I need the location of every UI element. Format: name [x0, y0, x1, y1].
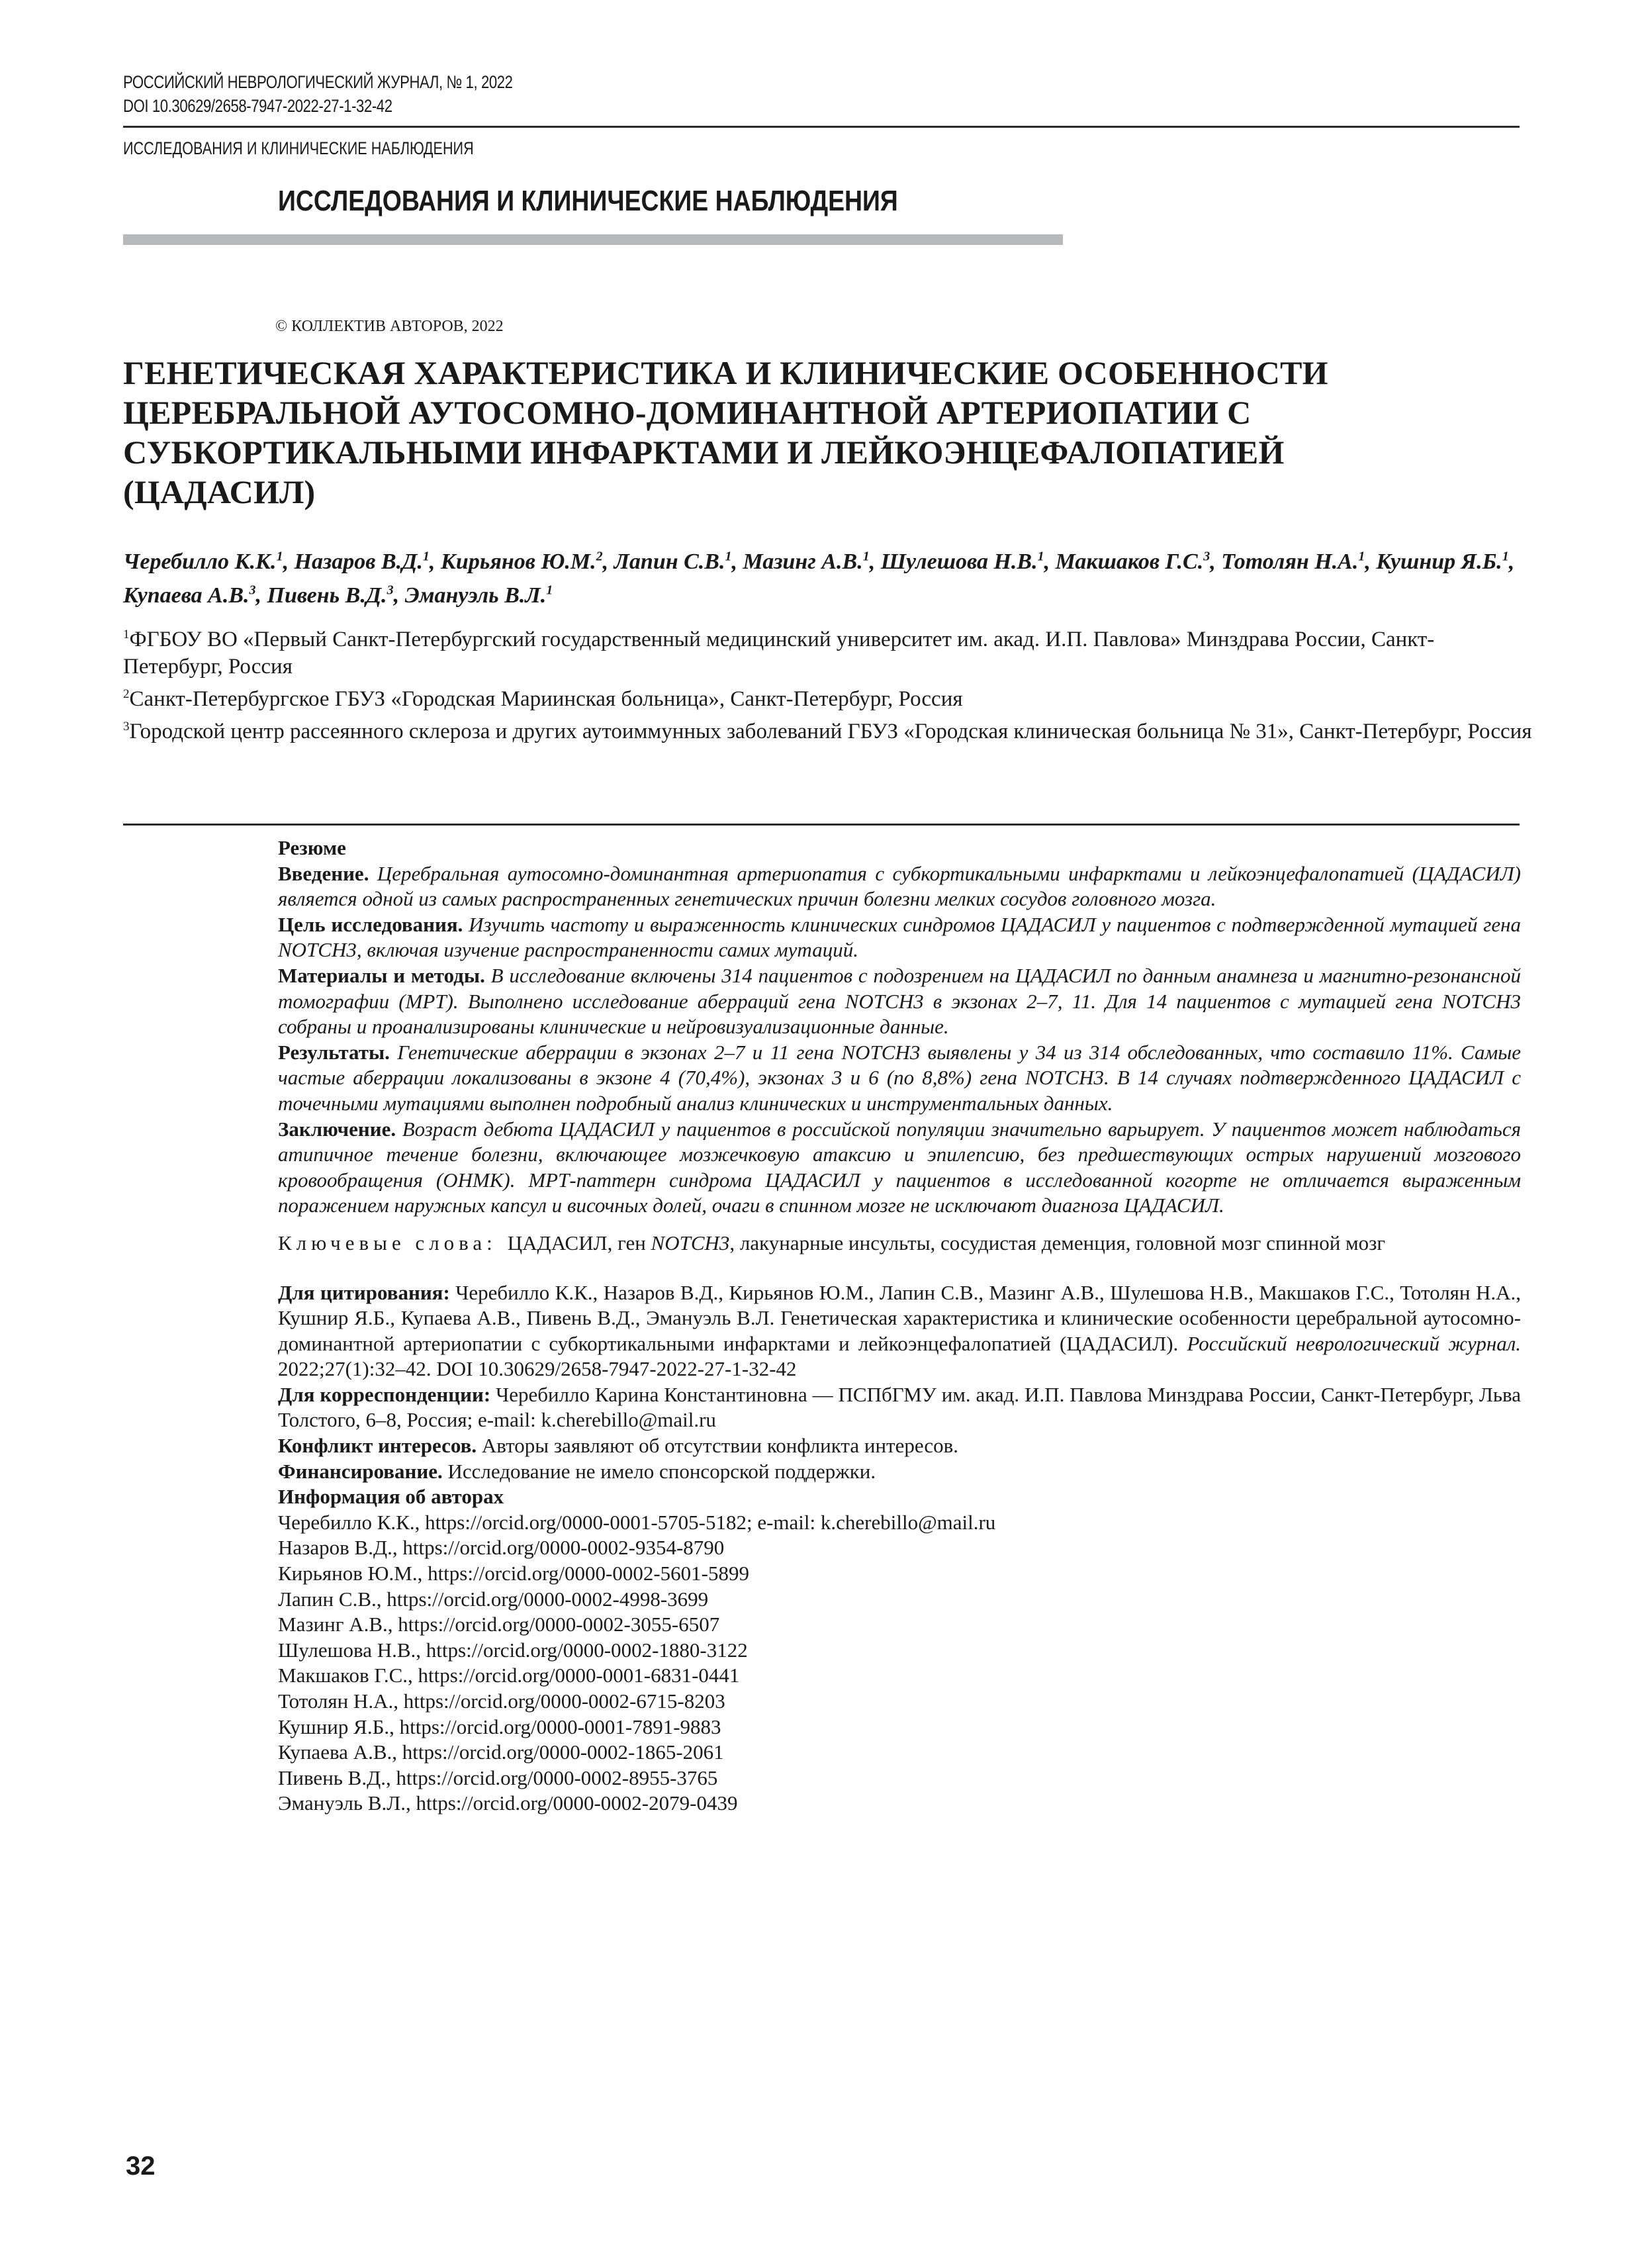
author-orcid-item[interactable]: Назаров В.Д., https://orcid.org/0000-0002-9354-8790	[278, 1536, 725, 1560]
funding: Финансирование. Исследование не имело спонсорской поддержки.	[278, 1459, 876, 1483]
keywords	[278, 1231, 1521, 1256]
abstract-heading: Резюме	[278, 836, 346, 859]
author: Мазинг А.В.$^1$	[743, 549, 870, 575]
author: Кирьянов Ю.М.$^2$	[440, 549, 603, 575]
affiliation: $^2$Санкт-Петербургское ГБУЗ «Городская Мариинская больница», Санкт-Петербург, Россия	[123, 687, 963, 711]
author: Шулешова Н.В.$^1$	[880, 549, 1044, 575]
conflict-of-interest: Конфликт интересов. Авторы заявляют об отсутствии конфликта интересов.	[278, 1434, 959, 1458]
author-info-heading: Информация об авторах	[278, 1485, 504, 1509]
author: Купаева А.В.$^3$	[123, 583, 256, 608]
keywords-label: Ключевые слова:	[278, 1231, 497, 1254]
author-orcid-item[interactable]: Кирьянов Ю.М., https://orcid.org/0000-0002-5601-5899	[278, 1562, 749, 1585]
author: Кушнир Я.Б.$^1$	[1376, 549, 1509, 575]
abstract-methods: Материалы и методы. В исследование включены 314 пациентов с подозрением на ЦАДАСИЛ по данным анамнеза и магнитно-резонансной томографии (МРТ). Выполнено исследование аберраций гена NOTCH3 в экзонах 2–7, 11. Для 14 пациентов с мутацией гена NOTCH3 собраны и проанализированы клинические и нейровизуализационные данные.	[278, 963, 1522, 1039]
abstract-aim: Цель исследования. Изучить частоту и выраженность клинических синдромов ЦАДАСИЛ у пациентов с подтвержденной мутацией гена NOTCH3, включая изучение распространенности самих мутаций.	[278, 912, 1521, 962]
article-title	[123, 353, 1533, 512]
abstract-results: Результаты. Генетические аберрации в экзонах 2–7 и 11 гена NOTCH3 выявлены у 34 из 314 обследованных, что составило 11%. Самые частые аберрации локализованы в экзоне 4 (70,4%), экзонах 3 и 6 (по 8,8%) гена NOTCH3. В 14 случаях подтвержденного ЦАДАСИЛ с точечными мутациями выполнен подробный анализ клинических и инструментальных данных.	[278, 1040, 1521, 1115]
author-orcid-item[interactable]: Тотолян Н.А., https://orcid.org/0000-0002-6715-8203	[278, 1689, 725, 1713]
journal-doi: DOI 10.30629/2658-7947-2022-27-1-32-42	[123, 96, 392, 116]
author-orcid-item[interactable]: Макшаков Г.С., https://orcid.org/0000-0001-6831-0441	[278, 1664, 740, 1687]
affiliations	[123, 621, 1533, 745]
author-list: Черебилло К.К.$^1$, Назаров В.Д.$^1$, Кирьянов Ю.М.$^2$, Лапин С.В.$^1$, Мазинг А.В.$^1$, Шулешова Н.В.$^1$, Макшаков Г.С.$^3$, Тотолян Н.А.$^1$, Кушнир Я.Б.$^1$, Купаева А.В.$^3$, Пивень В.Д.$^3$, Эмануэль В.Л.$^1$	[123, 549, 1515, 608]
citation: Для цитирования: Черебилло К.К., Назаров В.Д., Кирьянов Ю.М., Лапин С.В., Мазинг А.В., Шулешова Н.В., Макшаков Г.С., Тотолян Н.А., Кушнир Я.Б., Купаева А.В., Пивень В.Д., Эмануэль В.Л. Генетическая характеристика и клинические особенности церебральной аутосомно-доминантной артериопатии с субкортикальными инфарктами и лейкоэнцефалопатией (ЦАДАСИЛ). Российский неврологический журнал. 2022;27(1):32–42. DOI 10.30629/2658-7947-2022-27-1-32-42	[278, 1280, 1522, 1381]
title-line: ГЕНЕТИЧЕСКАЯ ХАРАКТЕРИСТИКА И КЛИНИЧЕСКИЕ ОСОБЕННОСТИ	[123, 354, 1328, 391]
title-line: (ЦАДАСИЛ)	[123, 473, 316, 510]
author: Макшаков Г.С.$^3$	[1055, 549, 1210, 575]
abstract-rule	[123, 824, 1520, 826]
author: Тотолян Н.А.$^1$	[1221, 549, 1365, 575]
correspondence: Для корреспонденции: Черебилло Карина Константиновна — ПСПбГМУ им. акад. И.П. Павлова Минздрава России, Санкт-Петербург, Льва Толстого, 6–8, Россия; e-mail: k.cherebillo@mail.ru	[278, 1382, 1522, 1432]
author-orcid-item[interactable]: Черебилло К.К., https://orcid.org/0000-0001-5705-5182; e-mail: k.cherebillo@mail.ru	[278, 1510, 996, 1534]
author: Пивень В.Д.$^3$	[267, 583, 394, 608]
affiliation: $^3$Городской центр рассеянного склероза и других аутоиммунных заболеваний ГБУЗ «Городская клиническая больница № 31», Санкт-Петербург, Россия	[123, 720, 1532, 743]
abstract-intro: Введение. Церебральная аутосомно-доминантная артериопатия с субкортикальными инфарктами и лейкоэнцефалопатией (ЦАДАСИЛ) является одной из самых распространенных генетических причин болезни мелких сосудов головного мозга.	[278, 861, 1522, 911]
title-line: ЦЕРЕБРАЛЬНОЙ АУТОСОМНО-ДОМИНАНТНОЙ АРТЕРИОПАТИИ С	[123, 394, 1252, 431]
author-orcid-item[interactable]: Кушнир Я.Б., https://orcid.org/0000-0001-7891-9883	[278, 1715, 721, 1738]
author: Эмануэль В.Л.$^1$	[404, 583, 553, 608]
section-bar	[123, 234, 1063, 245]
author-orcid-item[interactable]: Лапин С.В., https://orcid.org/0000-0002-4998-3699	[278, 1587, 709, 1611]
author: Лапин С.В.$^1$	[614, 549, 732, 575]
author: Назаров В.Д.$^1$	[294, 549, 430, 575]
copyright-line: © КОЛЛЕКТИВ АВТОРОВ, 2022	[275, 318, 504, 335]
header-rule	[123, 126, 1520, 128]
author-orcid-item[interactable]: Купаева А.В., https://orcid.org/0000-0002-1865-2061	[278, 1740, 724, 1764]
section-label-small: ИССЛЕДОВАНИЯ И КЛИНИЧЕСКИЕ НАБЛЮДЕНИЯ	[123, 138, 474, 158]
title-line: СУБКОРТИКАЛЬНЫМИ ИНФАРКТАМИ И ЛЕЙКОЭНЦЕФАЛОПАТИЕЙ	[123, 434, 1285, 471]
author: Черебилло К.К.$^1$	[123, 549, 283, 575]
author-orcid-item[interactable]: Эмануэль В.Л., https://orcid.org/0000-0002-2079-0439	[278, 1791, 738, 1815]
author-orcid-item[interactable]: Шулешова Н.В., https://orcid.org/0000-0002-1880-3122	[278, 1638, 748, 1662]
abstract-block	[278, 835, 1521, 1817]
author-orcid-item[interactable]: Мазинг А.В., https://orcid.org/0000-0002-3055-6507	[278, 1613, 720, 1636]
section-heading: ИССЛЕДОВАНИЯ И КЛИНИЧЕСКИЕ НАБЛЮДЕНИЯ	[278, 185, 898, 217]
page-number: 32	[126, 2151, 156, 2181]
author-orcid-item[interactable]: Пивень В.Д., https://orcid.org/0000-0002-8955-3765	[278, 1766, 718, 1789]
affiliation: $^1$ФГБОУ ВО «Первый Санкт-Петербургский государственный медицинский университет им. акад. И.П. Павлова» Минздрава России, Санкт-Петербург, Россия	[123, 628, 1435, 679]
abstract-conclusion: Заключение. Возраст дебюта ЦАДАСИЛ у пациентов в российской популяции значительно варьирует. У пациентов может наблюдаться атипичное течение болезни, включающее мозжечковую атаксию и эпилепсию, без предшествующих острых нарушений мозгового кровообращения (ОНМК). МРТ-паттерн синдрома ЦАДАСИЛ у пациентов в исследованной когорте не отличается выраженным поражением наружных капсул и височных долей, очаги в спинном мозге не исключают диагноза ЦАДАСИЛ.	[278, 1117, 1521, 1217]
journal-name: РОССИЙСКИЙ НЕВРОЛОГИЧЕСКИЙ ЖУРНАЛ, № 1, 2022	[123, 72, 513, 92]
keywords-text: ЦАДАСИЛ, ген NOTCH3, лакунарные инсульты, сосудистая деменция, головной мозг спинной мозг	[507, 1231, 1386, 1254]
running-header	[123, 70, 513, 118]
author-orcid-list	[278, 1510, 1521, 1817]
